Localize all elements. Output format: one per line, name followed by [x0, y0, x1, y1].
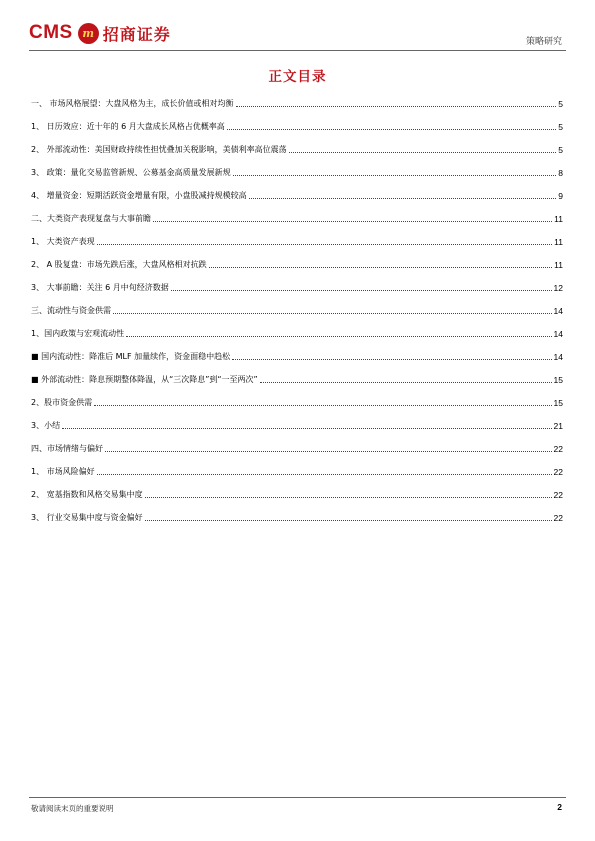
toc-dot-leader: [94, 404, 551, 406]
toc-entry[interactable]: [31, 318, 563, 341]
toc-entry-page[interactable]: 22: [553, 490, 563, 500]
toc-entry[interactable]: [31, 295, 563, 318]
toc-entry-title[interactable]: 三、流动性与资金供需: [31, 306, 111, 315]
toc-entry-page[interactable]: 11: [554, 237, 563, 247]
toc-entry-title[interactable]: 3、小结: [31, 421, 61, 430]
toc-dot-leader: [236, 105, 557, 107]
toc-entry[interactable]: [31, 272, 563, 295]
toc-entry-page[interactable]: 21: [553, 421, 563, 431]
toc-entry[interactable]: [31, 111, 563, 134]
footer-divider: [29, 797, 566, 798]
toc-dot-leader: [113, 312, 552, 314]
toc-entry-title[interactable]: 四、市场情绪与偏好: [31, 444, 103, 453]
toc-dot-leader: [105, 450, 552, 452]
toc-entry-title[interactable]: ■ 国内流动性：降准后 MLF 加量续作，资金面稳中趋松: [31, 352, 231, 361]
toc-entry[interactable]: [31, 364, 563, 387]
toc-dot-leader: [233, 174, 557, 176]
toc-entry-title[interactable]: 3、 政策：量化交易监管新规、公募基金高质量发展新规: [31, 168, 231, 177]
logo-seal-icon: m: [78, 23, 99, 44]
toc-title: 正文目录: [268, 69, 327, 85]
toc-entry-title[interactable]: 4、 增量资金：短期活跃资金增量有限，小盘股减持规模较高: [31, 191, 247, 200]
toc-dot-leader: [249, 197, 557, 199]
toc-dot-leader: [153, 220, 552, 222]
toc-entry[interactable]: [31, 456, 563, 479]
toc-entry[interactable]: [31, 479, 563, 502]
toc-entry-page[interactable]: 5: [558, 99, 563, 109]
disclaimer-note: 敬请阅读末页的重要说明: [31, 804, 114, 813]
logo-cms-text: CMS: [29, 22, 73, 43]
toc-entry-title[interactable]: 2、股市资金供需: [31, 398, 93, 407]
toc-entry-title[interactable]: 2、 外部流动性：美国财政持续性担忧叠加关税影响，美债利率高位震荡: [31, 145, 287, 154]
toc-entry-page[interactable]: 22: [553, 444, 563, 454]
toc-entry[interactable]: [31, 249, 563, 272]
header-divider: [29, 50, 566, 51]
toc-entry[interactable]: [31, 387, 563, 410]
toc-dot-leader: [97, 243, 553, 245]
toc-entry-title[interactable]: 3、 行业交易集中度与资金偏好: [31, 513, 143, 522]
toc-dot-leader: [260, 381, 552, 383]
toc-entry-title[interactable]: 1、国内政策与宏观流动性: [31, 329, 125, 338]
page-header: [29, 20, 566, 50]
toc-entry-title[interactable]: ■ 外部流动性：降息预期整体降温，从“三次降息”到“一至两次”: [31, 375, 258, 384]
toc-entry[interactable]: [31, 88, 563, 111]
toc-entry[interactable]: [31, 134, 563, 157]
toc-entry-page[interactable]: 14: [553, 352, 563, 362]
toc-entry-page[interactable]: 22: [553, 513, 563, 523]
toc-entry-page[interactable]: 11: [554, 260, 563, 270]
toc-dot-leader: [97, 473, 552, 475]
toc-entry-title[interactable]: 二、大类资产表现复盘与大事前瞻: [31, 214, 151, 223]
company-logo: [29, 20, 171, 46]
toc-entry-title[interactable]: 3、 大事前瞻：关注 6 月中旬经济数据: [31, 283, 169, 292]
toc-dot-leader: [227, 128, 556, 130]
toc-dot-leader: [145, 519, 552, 521]
toc-entry-title[interactable]: 一、 市场风格展望：大盘风格为主，成长价值或相对均衡: [31, 99, 234, 108]
report-type: 策略研究: [525, 37, 562, 47]
logo-company-name: 招商证券: [102, 24, 171, 44]
toc-entry[interactable]: [31, 410, 563, 433]
toc-dot-leader: [145, 496, 552, 498]
toc-entry[interactable]: [31, 157, 563, 180]
toc-entry[interactable]: [31, 502, 563, 525]
toc-entry[interactable]: [31, 180, 563, 203]
toc-entry-page[interactable]: 14: [553, 306, 563, 316]
toc-entry[interactable]: [31, 433, 563, 456]
page-number: 2: [557, 802, 562, 812]
toc-entry-page[interactable]: 5: [558, 145, 563, 155]
toc-dot-leader: [62, 427, 551, 429]
toc-entry-title[interactable]: 1、 大类资产表现: [31, 237, 95, 246]
toc-dot-leader: [209, 266, 553, 268]
toc-dot-leader: [232, 358, 551, 360]
toc-entry-title[interactable]: 1、 日历效应：近十年的 6 月大盘成长风格占优概率高: [31, 122, 225, 131]
toc-entry-page[interactable]: 15: [553, 375, 563, 385]
toc-dot-leader: [289, 151, 557, 153]
toc-entry[interactable]: [31, 226, 563, 249]
toc-entry-title[interactable]: 1、 市场风险偏好: [31, 467, 95, 476]
toc-entry-page[interactable]: 14: [553, 329, 563, 339]
toc-dot-leader: [171, 289, 552, 291]
toc-entry-page[interactable]: 11: [554, 214, 563, 224]
toc-entry-page[interactable]: 5: [558, 122, 563, 132]
table-of-contents: [31, 88, 563, 525]
toc-dot-leader: [126, 335, 551, 337]
toc-entry-title[interactable]: 2、 宽基指数和风格交易集中度: [31, 490, 143, 499]
toc-entry[interactable]: [31, 341, 563, 364]
toc-entry-page[interactable]: 8: [558, 168, 563, 178]
toc-entry-page[interactable]: 12: [553, 283, 563, 293]
page-footer: [29, 797, 566, 813]
toc-entry-page[interactable]: 9: [558, 191, 563, 201]
toc-entry[interactable]: [31, 203, 563, 226]
toc-entry-page[interactable]: 22: [553, 467, 563, 477]
toc-entry-page[interactable]: 15: [553, 398, 563, 408]
toc-entry-title[interactable]: 2、 A 股复盘：市场先跌后涨，大盘风格相对抗跌: [31, 260, 207, 269]
